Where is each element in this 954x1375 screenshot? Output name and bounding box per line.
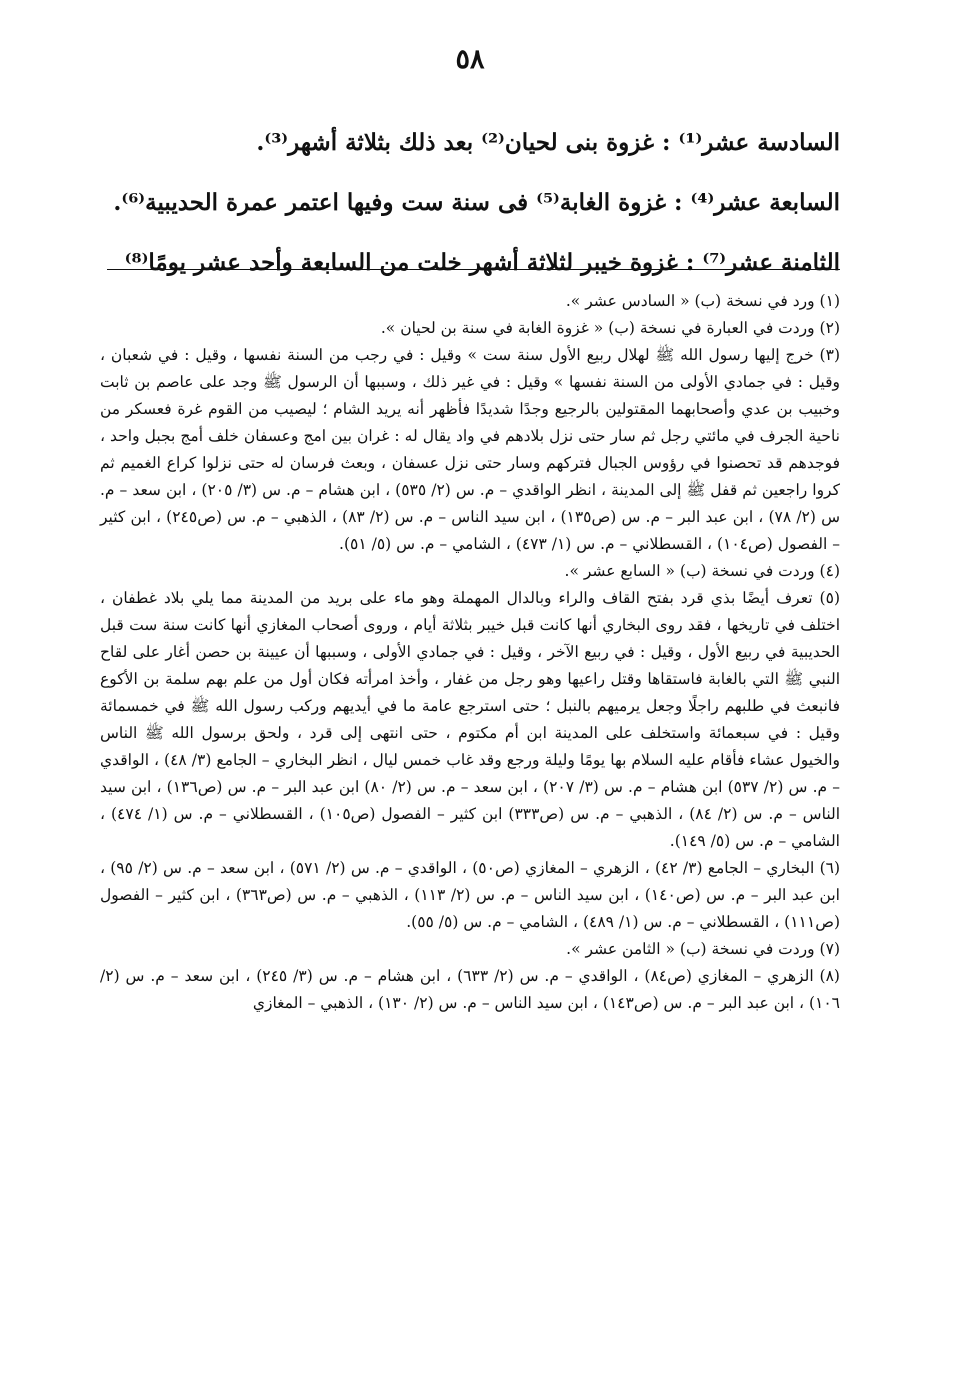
footnote-6: (٦) البخاري – الجامع (٣/ ٤٢) ، الزهري – المغازي (ص٥٠) ، الواقدي – م. س (٢/ ٥٧١) ، ابن سعد – م. س (٢/ ٩٥) ، ابن عبد البر – م. س (ص١٤٠) ، ابن سيد الناس – م. س (٢/ ١١٣) ، الذهبي – م. س (ص٣٦٣) ، ابن كثير – الفصول (ص١١١) ، القسطلاني – م. س (١/ ٤٨٩) ، الشامي – م. س (٥/ ٥٥). — [100, 859, 841, 931]
footnote-1: (١) ورد في نسخة (ب) « السادس عشر ». — [565, 292, 840, 310]
main-line-1: السادسة عشر⁽¹⁾ : غزوة بنى لحيان⁽²⁾ بعد ذلك بثلاثة أشهر⁽³⁾. — [256, 129, 840, 156]
document-page — [100, 38, 840, 1358]
main-line-2: السابعة عشر⁽⁴⁾ : غزوة الغابة⁽⁵⁾ فى سنة ست وفيها اعتمر عمرة الحديبية⁽⁶⁾. — [113, 189, 840, 216]
main-text — [100, 126, 840, 306]
footnotes — [100, 288, 840, 1017]
page-number: ٥٨ — [455, 44, 485, 75]
main-line-3: الثامنة عشر⁽⁷⁾ : غزوة خيبر لثلاثة أشهر خلت من السابعة وأحد عشر يومًا⁽⁸⁾ — [124, 249, 840, 276]
footnote-divider — [107, 269, 840, 270]
footnote-4: (٤) وردت في نسخة (ب) « السابع عشر ». — [564, 562, 840, 580]
footnote-8: (٨) الزهري – المغازي (ص٨٤) ، الواقدي – م. س (٢/ ٦٣٣) ، ابن هشام – م. س (٣/ ٢٤٥) ، ابن سعد – م. س (٢/ ١٠٦) ، ابن عبد البر – م. س (ص١٤٣) ، ابن سيد الناس – م. س (٢/ ١٣٠) ، الذهبي – المغازي — [100, 967, 840, 1012]
footnote-2: (٢) وردت في العبارة في نسخة (ب) « غزوة الغابة في سنة بن لحيان ». — [380, 319, 840, 337]
footnote-5: (٥) تعرف أيضًا بذي قرد بفتح القاف والراء وبالدال المهملة وهو ماء على بريد من المدينة مما يلي بلاد غطفان ، اختلف في تاريخها ، فقد روى البخاري أنها كانت قبل خيبر بثلاثة أيام ، وروى أصحاب المغازي أنها كانت سنة ست قبل الحديبية في ربيع الأول ، وقيل : في ربيع الآخر ، وقيل : في جمادي الأولى ، وسببها أن عيينة بن حصن أغار على لقاح النبي ﷺ التي بالغابة فاستقاها وقتل راعيها وهو رجل من غفار ، وأخذ امرأته فكان أول من علم بهم سلمة بن الأكوع فانبعث في طلبهم راجلًا وجعل يرميهم بالنبل ؛ حتى استرجع عامة ما في أيديهم وركب رسول الله ﷺ في خمسمائة وقيل : في سبعمائة واستخلف على المدينة ابن أم مكتوم ، حتى انتهى إلى قرد ، ولحق برسول الله ﷺ الناس والخيول عشاء فأقام عليه السلام بها يومًا وليلة ورجع وقد غاب خمس ليال ، انظر البخاري – الجامع (٣/ ٤٨) ، الواقدي – م. س (٢/ ٥٣٧) ابن هشام – م. س (٣/ ٢٠٧) ، ابن سعد – م. س (٢/ ٨٠) ابن عبد البر – م. س (ص١٣٦) ، ابن سيد الناس – م. س (٢/ ٨٤) ، الذهبي – م. س (ص٣٣٣) ابن كثير – الفصول (ص١٠٥) ، القسطلاني – م. س (١/ ٤٧٤) ، الشامي – م. س (٥/ ١٤٩). — [100, 589, 841, 850]
footnote-7: (٧) وردت في نسخة (ب) « الثامن عشر ». — [566, 940, 840, 958]
footnote-3: (٣) خرج إليها رسول الله ﷺ لهلال ربيع الأول سنة ست » وقيل : في رجب من السنة نفسها ، وقيل : في شعبان ، وقيل : في جمادي الأولى من السنة نفسها » وقيل : في غير ذلك ، وسببها أن الرسول ﷺ وجد على عاصم بن ثابت وخبيب بن عدي وأصحابهما المقتولين بالرجيع وجدًا شديدًا فأظهر أنه يريد الشام ؛ ليصيب من القوم غرة فعسكر من ناحية الجرف في مائتي رجل ثم سار حتى نزل بلادهم في واد يقال له : غران بين امج وعسفان خلف أمج بجبل واحد ، فوجدهم قد تحصنوا في رؤوس الجبال فتركهم وسار حتى نزل عسفان ، وبعث فرسان له حتى نزلوا كراع الغميم ثم كروا راجعين ثم قفل ﷺ إلى المدينة ، انظر الواقدي – م. س (٢/ ٥٣٥) ، ابن هشام – م. س (٣/ ٢٠٥) ، ابن سعد – م. س (٢/ ٧٨) ، ابن عبد البر – م. س (ص١٣٥) ، ابن سيد الناس – م. س (٢/ ٨٣) ، الذهبي – م. س (ص٢٤٥) ، ابن كثير – الفصول (ص١٠٤) ، القسطلاني – م. س (١/ ٤٧٣) ، الشامي – م. س (٥/ ٥١). — [100, 346, 840, 553]
